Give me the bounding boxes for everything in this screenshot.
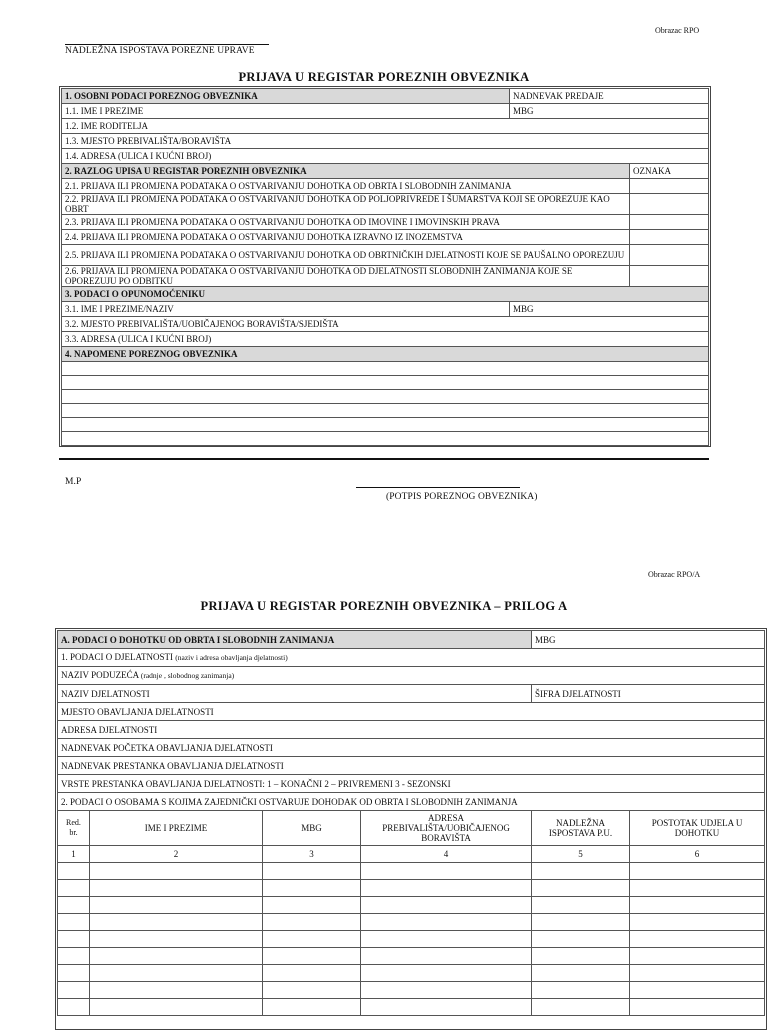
table-cell[interactable] [361, 999, 532, 1016]
mark-header: OZNAKA [630, 164, 709, 179]
table-cell[interactable] [90, 965, 263, 982]
col-share: POSTOTAK UDJELA U DOHOTKU [630, 811, 765, 846]
table-cell[interactable] [361, 880, 532, 897]
form-table-1 [61, 88, 709, 446]
table-row [58, 880, 765, 897]
name-field[interactable]: 1.1. IME I PREZIME [62, 104, 510, 119]
col-mbg: MBG [263, 811, 361, 846]
table-cell[interactable] [58, 863, 90, 880]
reason-2-1: 2.1. PRIJAVA ILI PROMJENA PODATAKA O OSTVARIVANJU DOHOTKA OD OBRTA I SLOBODNIH ZANIMANJA [62, 179, 630, 194]
table-cell[interactable] [90, 931, 263, 948]
table-row [58, 982, 765, 999]
stamp-label: M.P [65, 477, 82, 487]
sectionA-header: A. PODACI O DOHOTKU OD OBRTA I SLOBODNIH ZANIMANJA [58, 631, 532, 649]
table-cell[interactable] [58, 948, 90, 965]
signature-label: (POTPIS POREZNOG OBVEZNIKA) [386, 492, 538, 502]
table-cell[interactable] [532, 863, 630, 880]
table-cell[interactable] [361, 965, 532, 982]
table-cell[interactable] [58, 880, 90, 897]
table-cell[interactable] [263, 965, 361, 982]
table-cell[interactable] [58, 897, 90, 914]
table-cell[interactable] [90, 948, 263, 965]
table-cell[interactable] [90, 897, 263, 914]
form-table-a [57, 630, 765, 1016]
table-row [58, 897, 765, 914]
table-cell[interactable] [263, 931, 361, 948]
col-address: ADRESA PREBIVALIŠTA/UOBIČAJENOG BORAVIŠTA [361, 811, 532, 846]
reason-2-4: 2.4. PRIJAVA ILI PROMJENA PODATAKA O OSTVARIVANJU DOHOTKA IZRAVNO IZ INOZEMSTVA [62, 230, 630, 245]
table-cell[interactable] [630, 880, 765, 897]
table-row [58, 931, 765, 948]
table-cell[interactable] [263, 897, 361, 914]
company-name-label: NAZIV PODUZEĆA [61, 670, 139, 680]
table-cell[interactable] [90, 863, 263, 880]
table-cell[interactable] [263, 982, 361, 999]
residence-field[interactable]: 1.3. MJESTO PREBIVALIŠTA/BORAVIŠTA [62, 134, 709, 149]
table-cell[interactable] [630, 914, 765, 931]
table-cell[interactable] [58, 965, 90, 982]
end-date-field[interactable]: NADNEVAK PRESTANKA OBAVLJANJA DJELATNOSTI [58, 757, 765, 775]
office-line [65, 44, 269, 45]
activity-place-field[interactable]: MJESTO OBAVLJANJA DJELATNOSTI [58, 703, 765, 721]
col-number: 2 [90, 846, 263, 863]
table-cell[interactable] [532, 880, 630, 897]
proxy-address-field[interactable]: 3.3. ADRESA (ULICA I KUĆNI BROJ) [62, 332, 709, 347]
end-types-field[interactable]: VRSTE PRESTANKA OBAVLJANJA DJELATNOSTI: 1 – KONAČNI 2 – PRIVREMENI 3 - SEZONSKI [58, 775, 765, 793]
mark-2-6[interactable] [630, 266, 709, 287]
table-cell[interactable] [58, 982, 90, 999]
note-line[interactable] [62, 362, 709, 376]
form-code: Obrazac RPO [655, 26, 700, 35]
divider-line [59, 458, 709, 460]
table-cell[interactable] [630, 931, 765, 948]
table-row [58, 914, 765, 931]
table-cell[interactable] [361, 897, 532, 914]
reason-2-5: 2.5. PRIJAVA ILI PROMJENA PODATAKA O OSTVARIVANJU DOHOTKA OD OBRTNIČKIH DJELATNOSTI KOJE SE PAUŠALNO OPOREZUJU [62, 245, 630, 266]
col-office: NADLEŽNA ISPOSTAVA P.U. [532, 811, 630, 846]
section1-header: 1. OSOBNI PODACI POREZNOG OBVEZNIKA [62, 89, 510, 104]
table-cell[interactable] [532, 965, 630, 982]
partners-header: 2. PODACI O OSOBAMA S KOJIMA ZAJEDNIČKI OSTVARUJE DOHODAK OD OBRTA I SLOBODNIH ZANIMANJA [58, 793, 765, 811]
table-cell[interactable] [532, 948, 630, 965]
table-cell[interactable] [361, 863, 532, 880]
activity-address-field[interactable]: ADRESA DJELATNOSTI [58, 721, 765, 739]
mark-2-4[interactable] [630, 230, 709, 245]
table-cell[interactable] [361, 982, 532, 999]
table-cell[interactable] [263, 999, 361, 1016]
proxy-mbg-field[interactable]: MBG [510, 302, 709, 317]
table-cell[interactable] [263, 880, 361, 897]
col-row-number: Red. br. [58, 811, 90, 846]
table-cell[interactable] [630, 965, 765, 982]
table-cell[interactable] [532, 931, 630, 948]
table-cell[interactable] [263, 948, 361, 965]
table-cell[interactable] [630, 982, 765, 999]
table-cell[interactable] [263, 863, 361, 880]
reason-2-2: 2.2. PRIJAVA ILI PROMJENA PODATAKA O OSTVARIVANJU DOHOTKA OD POLJOPRIVREDE I ŠUMARSTVA KOJI SE OPOREZUJE KAO OBRT [62, 194, 630, 215]
note-line[interactable] [62, 376, 709, 390]
table-row [58, 965, 765, 982]
note-line[interactable] [62, 390, 709, 404]
table-row [58, 863, 765, 880]
start-date-field[interactable]: NADNEVAK POČETKA OBAVLJANJA DJELATNOSTI [58, 739, 765, 757]
mbg-field[interactable]: MBG [510, 104, 709, 119]
table-cell[interactable] [532, 999, 630, 1016]
mark-2-5[interactable] [630, 245, 709, 266]
table-cell[interactable] [263, 914, 361, 931]
note-line[interactable] [62, 432, 709, 446]
table-cell[interactable] [630, 897, 765, 914]
note-line[interactable] [62, 418, 709, 432]
table-cell[interactable] [90, 914, 263, 931]
table-cell[interactable] [630, 863, 765, 880]
col-number: 6 [630, 846, 765, 863]
mark-2-1[interactable] [630, 179, 709, 194]
office-label: NADLEŽNA ISPOSTAVA POREZNE UPRAVE [65, 46, 255, 56]
address-field[interactable]: 1.4. ADRESA (ULICA I KUĆNI BROJ) [62, 149, 709, 164]
section3-header: 3. PODACI O OPUNOMOĆENIKU [62, 287, 709, 302]
table-cell[interactable] [630, 948, 765, 965]
col-number: 3 [263, 846, 361, 863]
table-cell[interactable] [58, 914, 90, 931]
proxy-name-field[interactable]: 3.1. IME I PREZIME/NAZIV [62, 302, 510, 317]
table-cell[interactable] [90, 999, 263, 1016]
section4-header: 4. NAPOMENE POREZNOG OBVEZNIKA [62, 347, 709, 362]
activity-data-label: 1. PODACI O DJELATNOSTI [61, 652, 173, 662]
mark-2-2[interactable] [630, 194, 709, 215]
table-cell[interactable] [630, 999, 765, 1016]
table-cell[interactable] [361, 948, 532, 965]
table-cell[interactable] [58, 999, 90, 1016]
col-number: 4 [361, 846, 532, 863]
table-cell[interactable] [58, 931, 90, 948]
note-line[interactable] [62, 404, 709, 418]
form-code-a: Obrazac RPO/A [648, 570, 701, 579]
activity-data-note: (naziv i adresa obavljanja djelatnosti) [175, 653, 288, 662]
col-number: 5 [532, 846, 630, 863]
a-mbg-field[interactable]: MBG [532, 631, 765, 649]
activity-data-row[interactable] [58, 649, 765, 667]
parent-name-field[interactable]: 1.2. IME RODITELJA [62, 119, 709, 134]
submission-date-label[interactable]: NADNEVAK PREDAJE [510, 89, 709, 104]
mark-2-3[interactable] [630, 215, 709, 230]
table-cell[interactable] [532, 982, 630, 999]
table-cell[interactable] [532, 914, 630, 931]
table-row [58, 948, 765, 965]
proxy-residence-field[interactable]: 3.2. MJESTO PREBIVALIŠTA/UOBIČAJENOG BORAVIŠTA/SJEDIŠTA [62, 317, 709, 332]
company-name-row[interactable] [58, 667, 765, 685]
table-row [58, 999, 765, 1016]
table-cell[interactable] [361, 914, 532, 931]
page-title: PRIJAVA U REGISTAR POREZNIH OBVEZNIKA [238, 70, 530, 84]
reason-2-3: 2.3. PRIJAVA ILI PROMJENA PODATAKA O OSTVARIVANJU DOHOTKA OD IMOVINE I IMOVINSKIH PRAVA [62, 215, 630, 230]
activity-name-field[interactable]: NAZIV DJELATNOSTI [58, 685, 532, 703]
company-name-note: (radnje , slobodnog zanimanja) [140, 671, 235, 680]
table-cell[interactable] [90, 982, 263, 999]
page-title-a: PRIJAVA U REGISTAR POREZNIH OBVEZNIKA – PRILOG A [200, 599, 568, 613]
col-number: 1 [58, 846, 90, 863]
table-cell[interactable] [90, 880, 263, 897]
reason-2-6: 2.6. PRIJAVA ILI PROMJENA PODATAKA O OSTVARIVANJU DOHOTKA OD DJELATNOSTI SLOBODNIH ZANIMANJA KOJE SE OPOREZUJU PO ODBITKU [62, 266, 630, 287]
activity-code-field[interactable]: ŠIFRA DJELATNOSTI [532, 685, 765, 703]
section2-header: 2. RAZLOG UPISA U REGISTAR POREZNIH OBVEZNIKA [62, 164, 630, 179]
col-name: IME I PREZIME [90, 811, 263, 846]
table-cell[interactable] [361, 931, 532, 948]
table-cell[interactable] [532, 897, 630, 914]
signature-line[interactable] [356, 487, 520, 488]
